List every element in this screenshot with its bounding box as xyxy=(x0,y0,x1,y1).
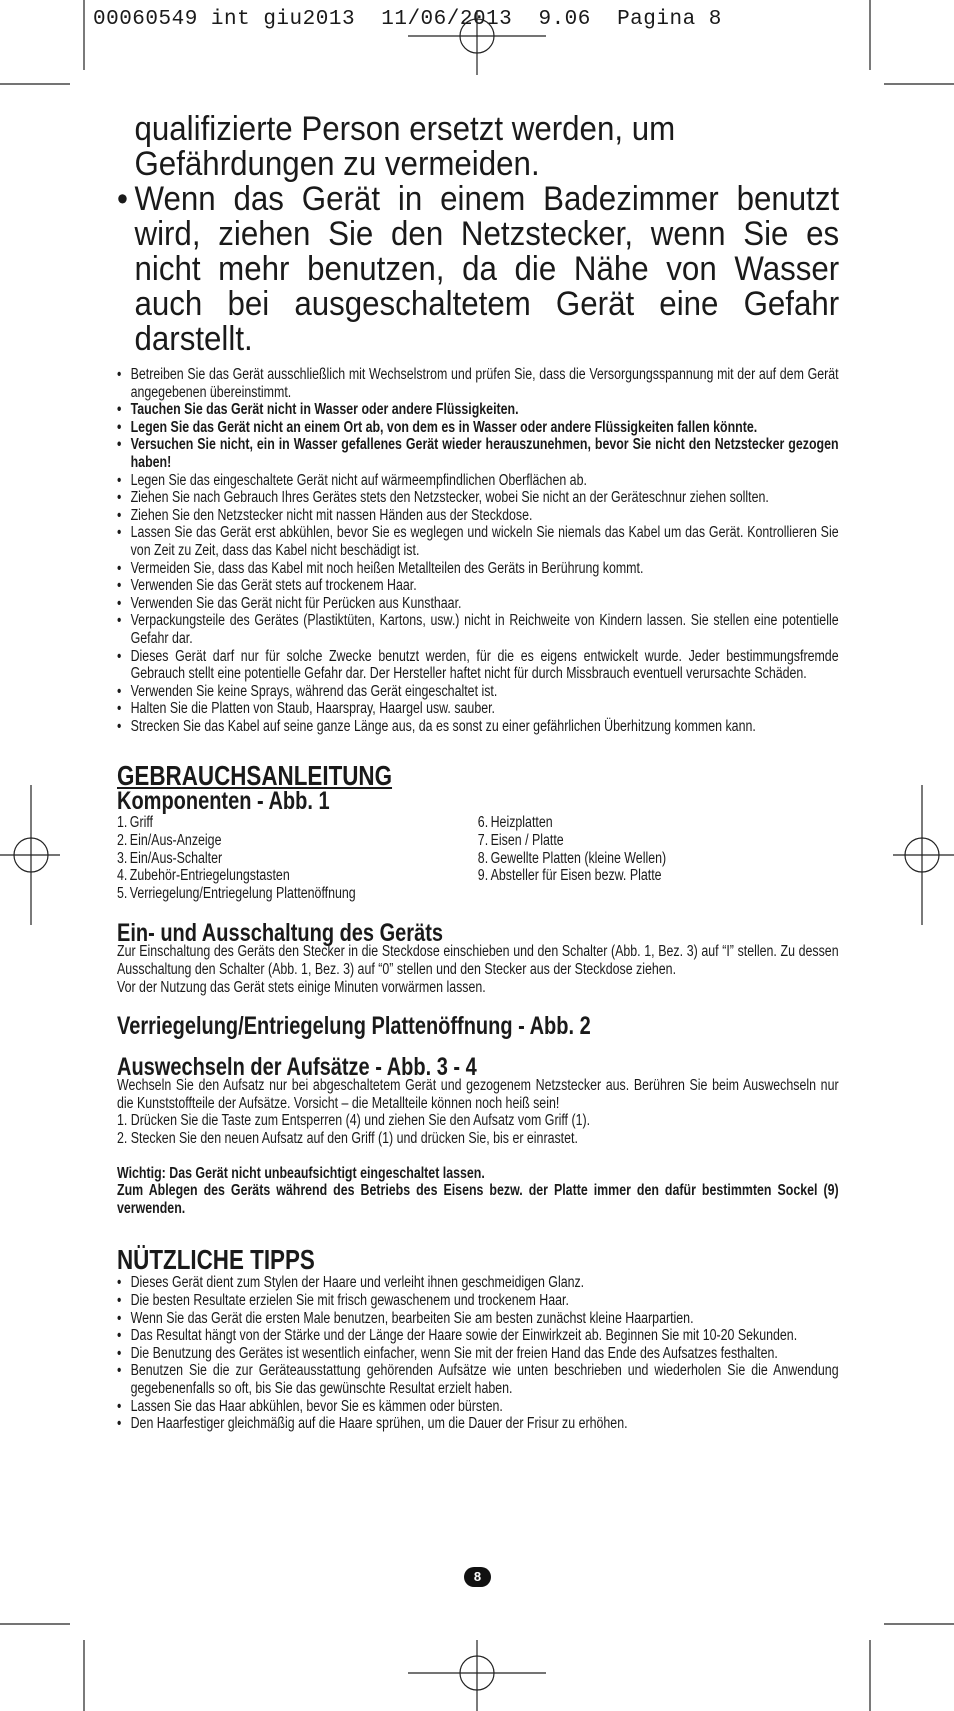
component-item xyxy=(478,832,839,850)
safety-item-text: Ziehen Sie nach Gebrauch Ihres Gerätes stets den Netzstecker, wobei Sie nicht an der Geräteschnur ziehen sollten. xyxy=(130,489,769,507)
page-number-badge: 8 xyxy=(464,1567,491,1587)
tip-item-text: Lassen Sie das Haar abkühlen, bevor Sie es kämmen oder bürsten. xyxy=(130,1397,503,1415)
bathroom-warning xyxy=(117,182,839,357)
safety-item-text: Verwenden Sie das Gerät stets auf trockenem Haar. xyxy=(130,577,417,595)
bullet: • xyxy=(117,612,122,630)
component-label: Absteller für Eisen bezw. Platte xyxy=(490,867,662,885)
component-number: 5. xyxy=(117,884,128,902)
component-number: 6. xyxy=(477,814,489,832)
bullet: • xyxy=(117,489,122,507)
safety-item xyxy=(117,401,839,419)
safety-item-text: Lassen Sie das Gerät erst abkühlen, bevor Sie es weglegen und wickeln Sie niemals das Kabel um das Gerät. Kontrollieren Sie von Zeit zu Zeit, dass das Kabel nicht beschädigt ist. xyxy=(130,524,839,559)
tip-item-text: Die besten Resultate erzielen Sie mit frisch gewaschenem und trockenem Haar. xyxy=(130,1291,569,1309)
warning-2: Zum Ablegen des Geräts während des Betriebs des Eisens bezw. der Platte immer den dafür bestimmten Sockel (9) verwenden. xyxy=(117,1182,839,1217)
component-item xyxy=(478,850,839,868)
component-number: 8. xyxy=(477,849,489,867)
safety-item xyxy=(117,507,839,525)
component-label: Ein/Aus-Anzeige xyxy=(129,832,222,850)
safety-item-text: Betreiben Sie das Gerät ausschließlich mit Wechselstrom und prüfen Sie, dass die Versorgungsspannung mit der auf dem Gerät angegebenen übereinstimmt. xyxy=(130,366,839,401)
component-label: Ein/Aus-Schalter xyxy=(129,849,223,867)
safety-list xyxy=(117,366,839,735)
bullet: • xyxy=(117,717,122,735)
tip-item-text: Die Benutzung des Gerätes ist wesentlich einfacher, wenn Sie mit der freien Hand das Ende des Aufsatzes festhalten. xyxy=(130,1344,778,1362)
component-label: Heizplatten xyxy=(490,814,553,832)
safety-item-text: Halten Sie die Platten von Staub, Haarspray, Haargel usw. sauber. xyxy=(130,700,496,718)
registration-mark-left xyxy=(0,785,60,925)
safety-item xyxy=(117,683,839,701)
large-warning-block xyxy=(117,112,839,357)
tip-item xyxy=(117,1398,839,1416)
onoff-text: Zur Einschaltung des Geräts den Stecker in die Steckdose einschieben und den Schalter (Abb. 1, Bez. 3) auf “I” stellen. Zu dessen Ausschaltung den Schalter (Abb. 1, Bez. 3) auf “0” stellen und den Stecker aus der Steckdose ziehen. xyxy=(117,943,839,979)
bullet: • xyxy=(117,506,122,524)
component-item xyxy=(478,867,839,885)
bullet: • xyxy=(117,577,122,595)
registration-mark-top xyxy=(408,10,546,75)
component-item xyxy=(117,814,478,832)
bullet: • xyxy=(117,647,122,665)
component-item xyxy=(478,814,839,832)
bullet: • xyxy=(117,559,122,577)
bathroom-warning-text: Wenn das Gerät in einem Badezimmer benutzt wird, ziehen Sie den Netzstecker, wenn Sie es nicht mehr benutzen, da die Nähe von Wasser auch bei ausgeschaltetem Gerät eine Gefahr darstellt. xyxy=(134,180,840,358)
tips-title: NÜTZLICHE TIPPS xyxy=(117,1244,315,1276)
safety-item xyxy=(117,366,839,401)
registration-mark-right xyxy=(893,785,954,925)
safety-item xyxy=(117,577,839,595)
tip-item xyxy=(117,1292,839,1310)
tip-item-text: Das Resultat hängt von der Stärke und der Länge der Haare sowie der Einwirkzeit ab. Beginnen Sie mit 10-20 Sekunden. xyxy=(130,1327,798,1345)
safety-item-text: Ziehen Sie den Netzstecker nicht mit nassen Händen aus der Steckdose. xyxy=(130,506,533,524)
component-number: 3. xyxy=(117,849,128,867)
print-slug: 00060549 int giu2013 11/06/2013 9.06 Pagina 8 xyxy=(93,8,722,31)
bullet: • xyxy=(117,436,122,454)
component-item xyxy=(117,867,478,885)
bullet: • xyxy=(117,700,122,718)
change-title: Auswechseln der Aufsätze - Abb. 3 - 4 xyxy=(117,1053,477,1082)
components-list xyxy=(117,814,839,902)
component-item xyxy=(117,832,478,850)
tip-item-text: Benutzen Sie die zur Geräteausstattung gehörenden Aufsätze wie unten beschrieben und wiederholen Sie die Anwendung gegebenenfalls so oft, bis Sie das gewünschte Resultat erzielt haben. xyxy=(130,1362,839,1397)
safety-item xyxy=(117,524,839,559)
component-number: 2. xyxy=(117,832,128,850)
components-right xyxy=(478,814,839,902)
tip-item xyxy=(117,1345,839,1363)
safety-item-text: Legen Sie das eingeschaltete Gerät nicht auf wärmeempfindlichen Oberflächen ab. xyxy=(130,471,587,489)
component-item xyxy=(117,850,478,868)
safety-item xyxy=(117,700,839,718)
component-label: Gewellte Platten (kleine Wellen) xyxy=(490,849,667,867)
component-number: 4. xyxy=(117,867,128,885)
bullet: • xyxy=(117,418,122,436)
safety-item-text: Verwenden Sie keine Sprays, während das Gerät eingeschaltet ist. xyxy=(130,682,498,700)
change-step-2: 2. Stecken Sie den neuen Aufsatz auf den Griff (1) und drücken Sie, bis er einrastet. xyxy=(117,1130,578,1147)
bullet: • xyxy=(117,524,122,542)
safety-item xyxy=(117,560,839,578)
bullet: • xyxy=(117,1274,122,1292)
safety-item-text: Dieses Gerät darf nur für solche Zwecke benutzt werden, für die es eigens entwickelt wurde. Jeder bestimmungsfremde Gebrauch stellt eine potentielle Gefahr dar. Der Hersteller haftet nicht für durch Missbrauch eventuell verursachte Schäden. xyxy=(130,647,839,683)
safety-item xyxy=(117,648,839,683)
bullet: • xyxy=(117,1362,122,1380)
tip-item xyxy=(117,1415,839,1433)
safety-item xyxy=(117,436,839,471)
page-content xyxy=(117,112,839,1433)
tip-item-text: Den Haarfestiger gleichmäßig auf die Haare sprühen, um die Dauer der Frisur zu erhöhen. xyxy=(130,1415,628,1433)
onoff-title: Ein- und Ausschaltung des Geräts xyxy=(117,919,443,948)
components-title: Komponenten - Abb. 1 xyxy=(117,787,330,816)
warning-1: Wichtig: Das Gerät nicht unbeaufsichtigt eingeschaltet lassen. xyxy=(117,1164,485,1182)
safety-item xyxy=(117,472,839,490)
tips-list xyxy=(117,1274,839,1432)
onoff-text-2: Vor der Nutzung das Gerät stets einige Minuten vorwärmen lassen. xyxy=(117,978,486,996)
bullet: • xyxy=(117,366,122,383)
bullet: • xyxy=(117,1415,122,1433)
bullet: • xyxy=(117,471,122,489)
safety-item xyxy=(117,489,839,507)
component-number: 1. xyxy=(117,814,128,832)
safety-item-text: Verpackungsteile des Gerätes (Plastiktüten, Kartons, usw.) nicht in Reichweite von Kindern lassen. Sie stellen eine potentielle Gefahr dar. xyxy=(130,612,839,647)
bullet: • xyxy=(117,180,128,218)
bullet: • xyxy=(117,401,122,419)
safety-item xyxy=(117,612,839,647)
safety-item-text: Legen Sie das Gerät nicht an einem Ort ab, von dem es in Wasser oder andere Flüssigkeiten fallen könnte. xyxy=(130,418,758,436)
safety-item-text: Vermeiden Sie, dass das Kabel mit noch heißen Metallteilen des Geräts in Berührung kommt. xyxy=(130,559,644,577)
bullet: • xyxy=(117,1344,122,1362)
registration-mark-bottom xyxy=(408,1640,546,1711)
safety-item xyxy=(117,595,839,613)
component-label: Griff xyxy=(129,814,153,832)
bullet: • xyxy=(117,682,122,700)
small-text-block xyxy=(117,366,839,1433)
component-number: 9. xyxy=(477,867,489,885)
component-label: Eisen / Platte xyxy=(490,832,564,850)
change-step-1: 1. Drücken Sie die Taste zum Entsperren (4) und ziehen Sie den Aufsatz vom Griff (1). xyxy=(117,1112,591,1130)
component-item xyxy=(117,885,478,903)
warning-continuation: qualifizierte Person ersetzt werden, um Gefährdungen zu vermeiden. xyxy=(134,110,676,183)
tip-item-text: Wenn Sie das Gerät die ersten Male benutzen, bearbeiten Sie am besten zunächst kleine Haarpartien. xyxy=(130,1309,694,1327)
change-text: Wechseln Sie den Aufsatz nur bei abgeschaltetem Gerät und gezogenem Netzstecker aus. Berühren Sie beim Auswechseln nur die Kunststoffteile der Aufsätze. Vorsicht – die Metallteile können noch heiß sein! xyxy=(117,1077,839,1112)
component-label: Verriegelung/Entriegelung Plattenöffnung xyxy=(129,884,356,902)
component-number: 7. xyxy=(477,832,489,850)
bullet: • xyxy=(117,1309,122,1327)
usage-title: GEBRAUCHSANLEITUNG xyxy=(117,760,393,792)
bullet: • xyxy=(117,594,122,612)
safety-item-text: Strecken Sie das Kabel auf seine ganze Länge aus, da es sonst zu einer gefährlichen Überhitzung kommen kann. xyxy=(130,717,756,735)
tip-item xyxy=(117,1362,839,1397)
safety-item-text: Verwenden Sie das Gerät nicht für Perücken aus Kunsthaar. xyxy=(130,594,462,612)
safety-item-text: Tauchen Sie das Gerät nicht in Wasser oder andere Flüssigkeiten. xyxy=(130,401,519,419)
tip-item xyxy=(117,1327,839,1345)
safety-item xyxy=(117,718,839,736)
bullet: • xyxy=(117,1397,122,1415)
components-left xyxy=(117,814,478,902)
safety-item-text: Versuchen Sie nicht, ein in Wasser gefallenes Gerät wieder herauszunehmen, bevor Sie nicht den Netzstecker gezogen haben! xyxy=(130,436,839,471)
lock-title: Verriegelung/Entriegelung Plattenöffnung - Abb. 2 xyxy=(117,1012,591,1041)
safety-item xyxy=(117,419,839,437)
bullet: • xyxy=(117,1327,122,1345)
tip-item-text: Dieses Gerät dient zum Stylen der Haare und verleiht ihnen geschmeidigen Glanz. xyxy=(130,1274,585,1292)
tip-item xyxy=(117,1310,839,1328)
component-label: Zubehör-Entriegelungstasten xyxy=(129,867,290,885)
tip-item xyxy=(117,1274,839,1292)
bullet: • xyxy=(117,1291,122,1309)
